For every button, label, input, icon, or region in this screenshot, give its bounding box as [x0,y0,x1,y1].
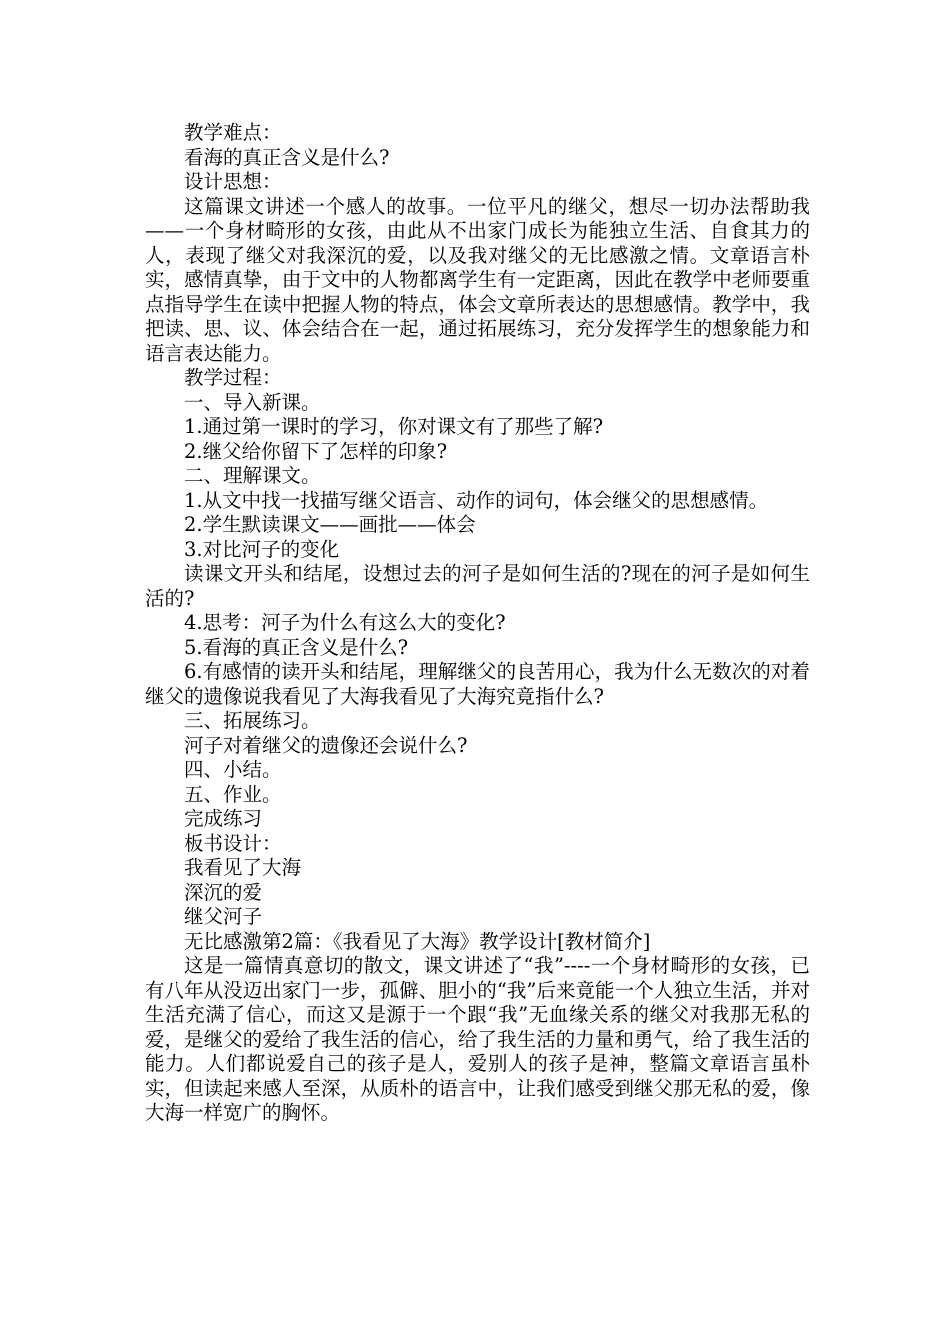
section-summary: 四、小结。 [184,758,282,781]
document-body [145,121,810,1126]
list-item: 读课文开头和结尾，设想过去的河子是如何生活的?现在的河子是如何生活的? [145,562,810,610]
list-item: 3.对比河子的变化 [184,537,340,561]
list-item: 6.有感情的读开头和结尾，理解继父的良苦用心，我为什么无数次的对着继父的遗像说我看见了大海我看见了大海究竟指什么? [145,660,810,708]
section-homework: 五、作业。 [184,782,282,806]
board-line: 继父河子 [184,905,263,928]
section-understand-text: 二、理解课文。 [184,464,321,487]
list-item: 2.继父给你留下了怎样的印象? [184,439,448,463]
heading-teaching-difficulty: 教学难点： [184,121,282,144]
section-intro-new-lesson: 一、导入新课。 [184,390,321,414]
list-item: 1.从文中找一找描写继父语言、动作的词句，体会继父的思想感情。 [184,488,769,512]
list-item: 5.看海的真正含义是什么? [184,635,409,659]
second-article-paragraph: 这是一篇情真意切的散文，课文讲述了“我”----一个身材畸形的女孩，已有八年从没迈出家门一步，孤僻、胆小的“我”后来竟能一个人独立生活，并对生活充满了信心，而这又是源于一个跟“我”无血缘关系的继父对我那无私的爱，是继父的爱给了我生活的信心，给了我生活的力量和勇气，给了我生活的能力。人们都说爱自己的孩子是人，爱别人的孩子是神，整篇文章语言虽朴实，但读起来感人至深，从质朴的语言中，让我们感受到继父那无私的爱，像大海一样宽广的胸怀。 [145,954,810,1124]
second-article-title: 无比感激第2篇：《我看见了大海》教学设计[教材简介] [184,929,651,953]
difficulty-text: 看海的真正含义是什么? [184,145,390,169]
board-line: 我看见了大海 [184,856,302,879]
board-line: 深沉的爱 [184,880,263,904]
heading-board-design: 板书设计： [184,831,282,855]
heading-teaching-process: 教学过程： [184,366,282,389]
design-idea-paragraph: 这篇课文讲述一个感人的故事。一位平凡的继父，想尽一切办法帮助我——一个身材畸形的女孩，由此从不出家门成长为能独立生活、自食其力的人，表现了继父对我深沉的爱，以及我对继父的无比感激之情。文章语言朴实，感情真挚，由于文中的人物都离学生有一定距离，因此在教学中老师要重点指导学生在读中把握人物的特点，体会文章所表达的思想感情。教学中，我把读、思、议、体会结合在一起，通过拓展练习，充分发挥学生的想象能力和语言表达能力。 [145,194,810,365]
list-item: 1.通过第一课时的学习，你对课文有了那些了解? [184,415,604,438]
heading-design-idea: 设计思想： [184,170,282,193]
list-item: 4.思考：河子为什么有这么大的变化? [184,611,506,634]
section-extension-practice: 三、拓展练习。 [184,709,321,732]
list-item: 河子对着继父的遗像还会说什么? [184,733,468,757]
list-item: 完成练习 [184,807,263,830]
list-item: 2.学生默读课文——画批——体会 [184,513,476,536]
